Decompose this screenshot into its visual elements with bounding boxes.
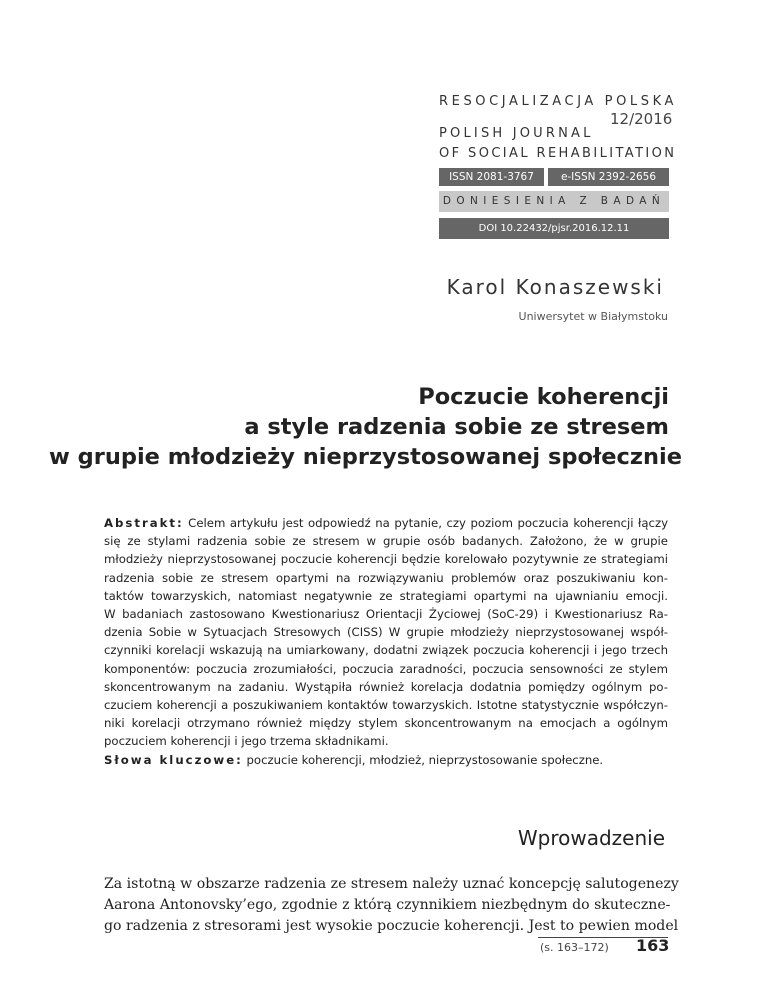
abstract-line: komponentów: poczucia zrozumiałości, poczucia zaradności, poczucia sensowności ze stylem [104, 661, 668, 676]
abstract-label: Abstrakt: [104, 516, 184, 530]
abstract-line: młodzieży nieprzystosowanej poczucie koherencji będzie korelowało pozytywnie ze strategiami [104, 552, 668, 567]
abstract-line [104, 514, 668, 532]
abstract-line: W badaniach zastosowano Kwestionariusz Orientacji Życiowej (SoC-29) i Kwestionariusz Ra- [104, 607, 668, 622]
journal-title-en-line2: OF SOCIAL REHABILITATION [439, 146, 677, 161]
title-line: Poczucie koherencji [418, 384, 669, 410]
intro-body [104, 874, 679, 937]
title-line: w grupie młodzieży nieprzystosowanej społecznie [49, 444, 682, 470]
keywords-line [104, 751, 668, 769]
abstract-line: dzenia Sobie w Sytuacjach Stresowych (CISS) W grupie młodzieży nieprzystosowanej współ- [104, 625, 668, 640]
abstract-line: skoncentrowanym na zadaniu. Wystąpiła również korelacja dodatnia pomiędzy ogólnym po- [104, 679, 668, 694]
section-heading-intro: Wprowadzenie [517, 826, 665, 850]
body-line: go radzenia z stresorami jest wysokie poczucie koherencji. Jest to pewien model [104, 918, 679, 934]
journal-title-en-line1: POLISH JOURNAL [439, 126, 594, 141]
page-number: 163 [636, 936, 670, 955]
journal-title: RESOCJALIZACJA POLSKA [439, 94, 678, 109]
keywords-label: Słowa kluczowe: [104, 752, 243, 767]
abstract-line: czuciem koherencji a poszukiwaniem kontaktów towarzyskich. Istotne statystycznie współczyn- [104, 698, 668, 713]
journal-issue: 12/2016 [610, 110, 673, 128]
author-name: Karol Konaszewski [446, 275, 664, 299]
keywords-text: poczucie koherencji, młodzież, nieprzystosowanie społeczne. [246, 752, 604, 767]
abstract-line: poczuciem koherencji i jego trzema składnikami. [104, 734, 389, 749]
body-line: Aarona Antonovsky’ego, zgodnie z którą czynnikiem niezbędnym do skuteczne- [104, 897, 671, 913]
issn-badge: ISSN 2081-3767 [439, 168, 544, 186]
abstract-line: niki korelacji otrzymano również między stylem skoncentrowanym na emocjach a ogólnym [104, 716, 668, 731]
doi-link[interactable]: DOI 10.22432/pjsr.2016.12.11 [439, 218, 669, 239]
section-label: DONIESIENIA Z BADAŃ [439, 191, 669, 212]
abstract-line: się ze stylami radzenia sobie ze stresem w grupie osób badanych. Założono, że w grupie [104, 534, 668, 549]
abstract-line: taktów towarzyskich, natomiast negatywnie ze strategiami opartymi na ujawnianiu emocji. [104, 588, 668, 603]
abstract-line: radzenia sobie ze stresem opartymi na rozwiązywaniu problemów oraz poszukiwaniu kon- [104, 570, 668, 585]
title-line: a style radzenia sobie ze stresem [244, 414, 669, 440]
body-line: Za istotną w obszarze radzenia ze stresem należy uznać koncepcję salutogenezy [104, 876, 679, 892]
article-title [49, 382, 682, 472]
abstract [104, 514, 668, 769]
abstract-text: Celem artykułu jest odpowiedź na pytanie, czy poziom poczucia koherencji łączy [188, 516, 669, 530]
author-affiliation: Uniwersytet w Białymstoku [518, 310, 668, 323]
footer-page-range: (s. 163–172) [540, 941, 609, 954]
eissn-badge: e-ISSN 2392-2656 [548, 168, 669, 186]
abstract-line: czynniki korelacji wskazują na umiarkowany, dodatni związek poczucia koherencji i jego trzech [104, 643, 668, 658]
